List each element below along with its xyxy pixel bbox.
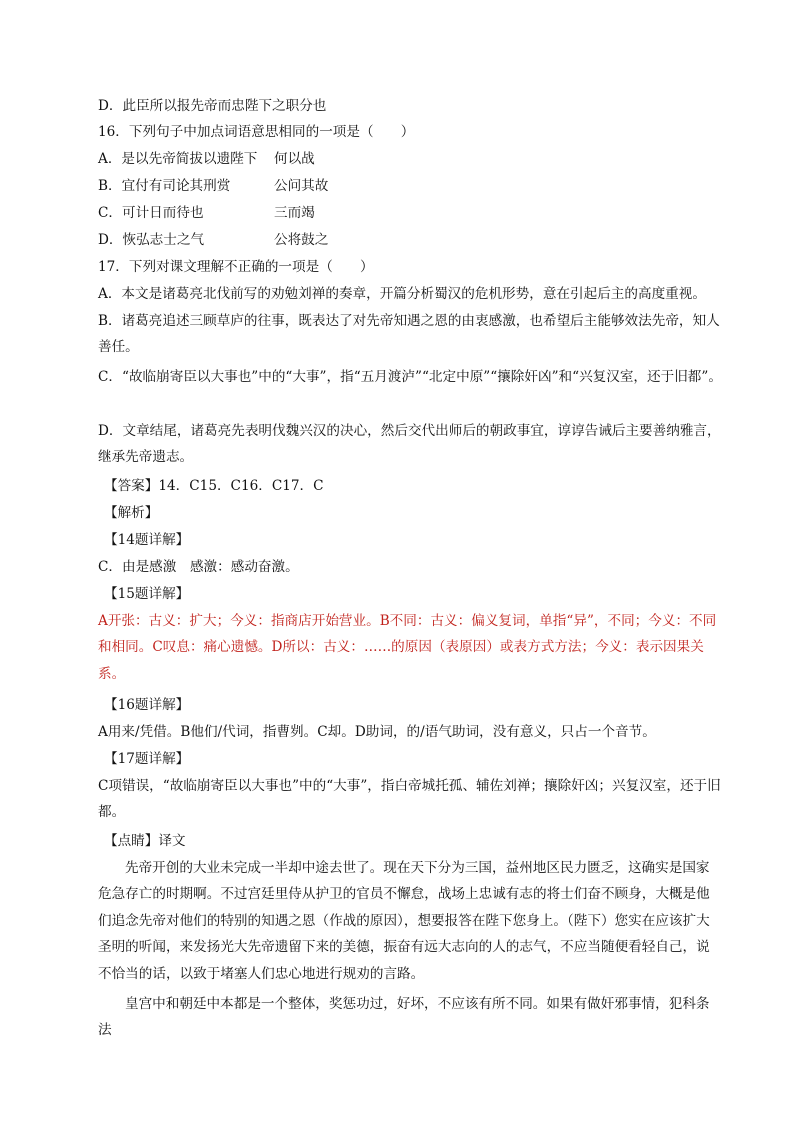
detail-17-tag: 【17题详解】: [104, 751, 190, 767]
translation-paragraph-1: 先帝开创的大业未完成一半却中途去世了。现在天下分为三国，益州地区民力匮乏，这确实是国家危急存亡的时期啊。不过宫廷里侍从护卫的官员不懈怠，战场上忠诚有志的将士们奋不顾身，大概是他们追念先帝对他们的特别的知遇之恩（作战的原因），想要报答在陛下您身上。（陛下）您实在应该扩大圣明的听闻，来发扬光大先帝遗留下来的美德，振奋有远大志向的人的志气，不应当随便看轻自己，说不恰当的话，以致于堵塞人们忠心地进行规劝的言路。: [98, 860, 710, 982]
q16-option-d: [98, 231, 328, 249]
answer-line: [104, 477, 324, 495]
detail-15-text: A开张：古义：扩大；今义：指商店开始营业。B不同：古义：偏义复词，单指“异”，不同；今义：不同和相同。C叹息：痛心遗憾。D所以：古义：……的原因（表原因）或表方式方法；今义：表示因果关系。: [98, 613, 717, 682]
q16-option-c-left: C．可计日而待也: [98, 205, 204, 221]
q17-option-c: C．“故临崩寄臣以大事也”中的“大事”，指“五月渡泸”“北定中原”“攘除奸凶”和“兴复汉室，还于旧都”。: [98, 369, 722, 385]
detail-14-text: C．由是感激 感激：感动奋激。: [98, 559, 299, 575]
q16-option-b: [98, 177, 328, 195]
answer-tag: 【答案】: [104, 478, 159, 494]
q16-option-a: [98, 150, 315, 168]
translation-paragraph-2: 皇宫中和朝廷中本都是一个整体，奖惩功过，好坏，不应该有所不同。如果有做奸邪事情，犯科条法: [98, 996, 710, 1039]
q16-stem: 16．下列句子中加点词语意思相同的一项是（ ）: [98, 124, 415, 140]
dianjing-line: [104, 832, 186, 850]
dianjing-tag: 【点睛】: [104, 833, 159, 849]
q17-option-d: D．文章结尾，诸葛亮先表明伐魏兴汉的决心，然后交代出师后的朝政事宜，谆谆告诫后主要善纳雅言，继承先帝遗志。: [98, 423, 721, 466]
q16-option-b-right: 公问其故: [274, 178, 329, 194]
detail-16-text: A用来/凭借。B他们/代词，指曹刿。C却。D助词，的/语气助词，没有意义，只占一个音节。: [98, 724, 656, 740]
dianjing-text: 译文: [158, 833, 186, 849]
q17-option-a: A．本文是诸葛亮北伐前写的劝勉刘禅的奏章，开篇分析蜀汉的危机形势，意在引起后主的高度重视。: [98, 286, 706, 302]
q15-option-d: D．此臣所以报先帝而忠陛下之职分也: [98, 98, 327, 114]
detail-15-tag: 【15题详解】: [104, 586, 190, 602]
answer-text: 14．C15．C16．C17．C: [158, 478, 324, 494]
q16-option-c: [98, 204, 315, 222]
q16-option-a-left: A．是以先帝简拔以遗陛下: [98, 151, 258, 167]
analysis-tag: 【解析】: [104, 505, 159, 521]
q16-option-c-right: 三而竭: [274, 205, 315, 221]
q16-option-a-right: 何以战: [274, 151, 315, 167]
q17-stem: 17．下列对课文理解不正确的一项是（ ）: [98, 259, 374, 275]
q17-option-b: B．诸葛亮追述三顾草庐的往事，既表达了对先帝知遇之恩的由衷感激，也希望后主能够效法先帝，知人善任。: [98, 313, 720, 356]
q16-option-b-left: B．宜付有司论其刑赏: [98, 178, 231, 194]
q16-option-d-right: 公将鼓之: [274, 232, 329, 248]
detail-16-tag: 【16题详解】: [104, 697, 190, 713]
detail-14-tag: 【14题详解】: [104, 532, 190, 548]
detail-17-text: C项错误，“故临崩寄臣以大事也”中的“大事”，指白帝城托孤、辅佐刘禅；攘除奸凶；兴复汉室，还于旧都。: [98, 778, 721, 821]
q16-option-d-left: D．恢弘志士之气: [98, 232, 205, 248]
